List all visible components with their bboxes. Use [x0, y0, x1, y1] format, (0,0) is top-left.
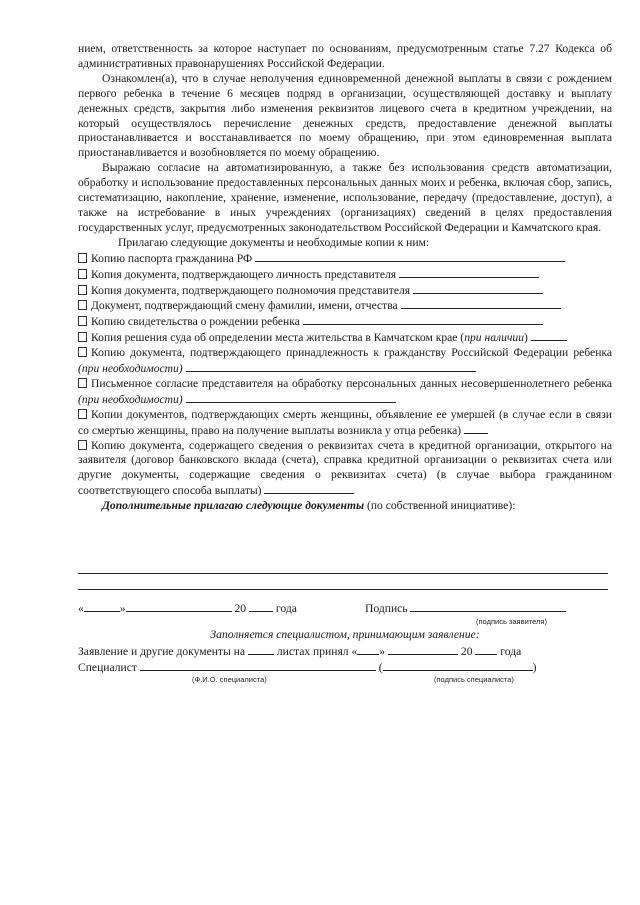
specialist-line: Специалист ( )	[78, 661, 537, 674]
additional-line-2[interactable]	[78, 589, 608, 590]
accept-year-field[interactable]	[475, 644, 497, 655]
documents-heading: Прилагаю следующие документы и необходимые копии к ним:	[118, 235, 430, 249]
doc-item-court-decision: Копия решения суда об определении места жительства в Камчатском крае (при наличии)	[78, 330, 612, 346]
checkbox-icon[interactable]	[78, 300, 87, 310]
doc-item-citizenship: Копию документа, подтверждающего принадлежность к гражданству Российской Федерации ребенка (при необходимости)	[78, 346, 612, 376]
doc-item-consent: Письменное согласие представителя на обработку персональных данных несовершеннолетнего ребенка (при необходимости)	[78, 376, 612, 406]
checkbox-icon[interactable]	[78, 409, 87, 419]
accept-month-field[interactable]	[388, 644, 458, 655]
specialist-acceptance-line: Заявление и другие документы на листах принял « » 20 года	[78, 645, 522, 658]
doc-item-representative-id: Копия документа, подтверждающего личность представителя	[78, 267, 612, 283]
specialist-signature-caption: (подпись специалиста)	[434, 675, 514, 684]
signature-caption: (подпись заявителя)	[476, 617, 547, 626]
intro-continuation: нием, ответственность за которое наступает по основаниям, предусмотренным статье 7.27 Кодекса об административных правонарушениях Российской Федерации.	[78, 42, 612, 70]
fill-line[interactable]	[264, 483, 354, 494]
checkbox-icon[interactable]	[78, 285, 87, 295]
specialist-heading: Заполняется специалистом, принимающим заявление:	[210, 628, 480, 641]
doc-item-name-change: Документ, подтверждающий смену фамилии, имени, отчества	[78, 298, 612, 314]
acknowledgement-paragraph: Ознакомлен(а), что в случае неполучения единовременной денежной выплаты в связи с рождением первого ребенка в течение 6 месяцев подряд в организации, осуществляющей доставку и выплату денежных средств, закрытия либо изменения реквизитов лицевого счета в кредитном учреждении, на который осуществлялось перечисление денежных средств, предоставление денежной выплаты приостанавливается и восстанавливается по моему обращению, при этом единовременная выплата приостанавливается и возобновляется по моему обращению.	[78, 71, 612, 160]
month-field[interactable]	[126, 601, 232, 612]
fill-line[interactable]	[255, 251, 565, 262]
fill-line[interactable]	[413, 283, 543, 294]
date-field: « » 20 года	[78, 602, 297, 615]
fill-line[interactable]	[531, 330, 567, 341]
checkbox-icon[interactable]	[78, 378, 87, 388]
signature-field: Подпись	[365, 601, 566, 615]
checkbox-icon[interactable]	[78, 253, 87, 263]
checkbox-icon[interactable]	[78, 347, 87, 357]
fill-line[interactable]	[186, 361, 476, 372]
additional-line-1[interactable]	[78, 573, 608, 574]
additional-documents-heading: Дополнительные прилагаю следующие документы (по собственной инициативе):	[102, 499, 516, 513]
doc-item-representative-authority: Копия документа, подтверждающего полномочия представителя	[78, 283, 612, 299]
doc-item-birth-certificate: Копию свидетельства о рождении ребенка	[78, 314, 612, 330]
signature-line[interactable]	[410, 601, 566, 612]
accept-day-field[interactable]	[357, 644, 379, 655]
specialist-name-caption: (Ф.И.О. специалиста)	[192, 675, 267, 684]
checkbox-icon[interactable]	[78, 316, 87, 326]
fill-line[interactable]	[464, 423, 488, 434]
fill-line[interactable]	[303, 314, 543, 325]
consent-paragraph: Выражаю согласие на автоматизированную, а также без использования средств автоматизации, обработку и использование предоставленных персональных данных моих и ребенка, включая сбор, запись, систематизацию, накопление, хранение, изменение, использование, передачу (предоставление, доступ), а также на истребование в иных учреждениях (организациях) сведений в целях предоставления государственных услуг, предусмотренных законодательством Российской Федерации и Камчатского края.	[78, 161, 612, 234]
specialist-name-field[interactable]	[140, 660, 376, 671]
fill-line[interactable]	[186, 392, 396, 403]
fill-line[interactable]	[401, 298, 561, 309]
document-body	[78, 42, 612, 514]
doc-item-bank-details: Копию документа, содержащего сведения о реквизитах счета в кредитной организации, открытого на заявителя (договор банковского вклада (счета), справка кредитной организации о реквизитах счета или другие документы, содержащие сведения о реквизитах счета) (в случае выбора гражданином соответствующего способа выплаты)	[78, 438, 612, 498]
specialist-signature-field[interactable]	[383, 660, 533, 671]
sheets-count-field[interactable]	[248, 644, 274, 655]
checkbox-icon[interactable]	[78, 332, 87, 342]
doc-item-death: Копии документов, подтверждающих смерть женщины, объявление ее умершей (в случае если в связи со смертью женщины, право на получение выплаты возникла у отца ребенка)	[78, 407, 612, 437]
checkbox-icon[interactable]	[78, 440, 87, 450]
doc-item-passport: Копию паспорта гражданина РФ	[78, 251, 612, 267]
checkbox-icon[interactable]	[78, 269, 87, 279]
day-field[interactable]	[84, 601, 120, 612]
fill-line[interactable]	[399, 267, 539, 278]
year-field[interactable]	[249, 601, 273, 612]
